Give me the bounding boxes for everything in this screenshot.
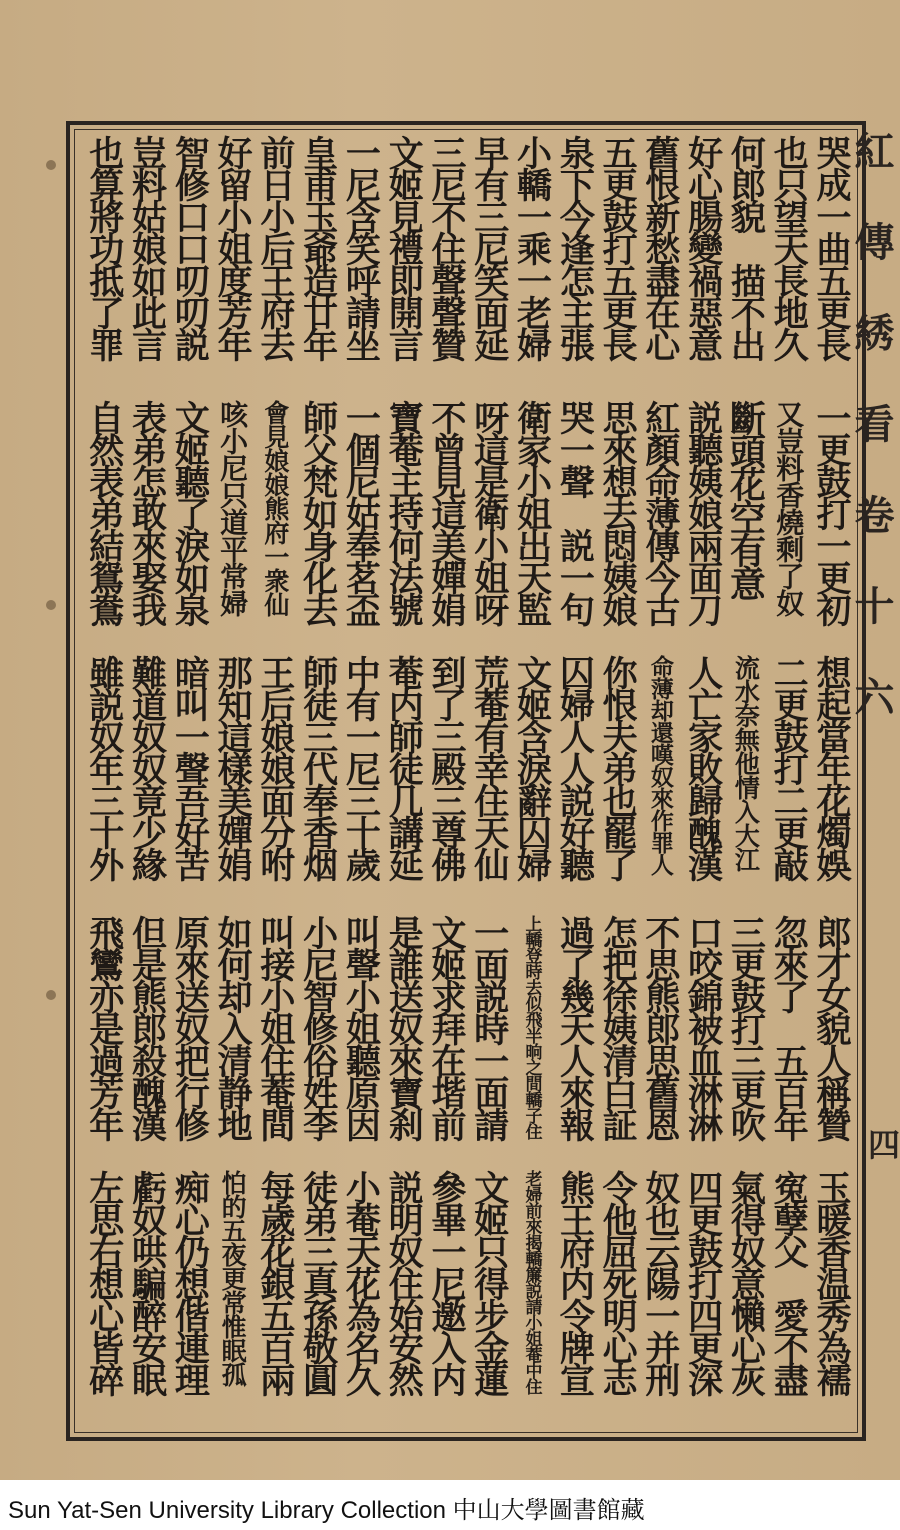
verse-column: 豈料姑娘如此言 <box>126 135 168 359</box>
verse-column: 前日小后王府去 <box>254 135 296 359</box>
verse-column: 文姬求拜在堦前 <box>425 915 467 1139</box>
verse-column: 泉下今逢怎主張 <box>554 135 596 359</box>
verse-column: 師父梵如身化去 <box>297 400 339 624</box>
verse-column: 怕的五夜更常惟眠孤 <box>218 1170 248 1386</box>
verse-column: 何郎貌 描不出 <box>725 135 767 359</box>
verse-column: 怎把徐姨清白証 <box>597 915 639 1139</box>
verse-column: 也只望天長地久 <box>768 135 810 359</box>
verse-column: 老婦前來揭轎簾説請小姐菴中住 <box>521 1170 542 1394</box>
verse-column: 又豈料香燒剩了奴 <box>772 400 806 616</box>
verse-column: 那知這樣美嬋娟 <box>212 655 254 879</box>
verse-column: 想起當年花燭娛 <box>810 655 852 879</box>
verse-column: 表弟怎敢來娶我 <box>126 400 168 624</box>
verse-column: 是誰送奴來寶刹 <box>383 915 425 1139</box>
verse-column: 人亡家敗歸醜漢 <box>682 655 724 879</box>
verse-column: 寃孽父 愛不盡 <box>768 1170 810 1394</box>
verse-column: 寶菴主持何法號 <box>383 400 425 624</box>
verse-column: 會見娘娘熊府一衆仙 <box>260 400 290 616</box>
verse-column: 菴内師徒几講延 <box>383 655 425 879</box>
verse-column: 令他屈死明心志 <box>597 1170 639 1394</box>
verse-column: 二更鼓打二更敲 <box>768 655 810 879</box>
verse-column: 參畢一尼邀入内 <box>425 1170 467 1394</box>
verse-column: 王后娘娘面分咐 <box>254 655 296 879</box>
verse-column: 中有一尼三十歲 <box>340 655 382 879</box>
verse-column: 三更鼓打三更吹 <box>725 915 767 1139</box>
verse-column: 忽來了 五百年 <box>768 915 810 1139</box>
verse-column: 文姬見禮即開言 <box>383 135 425 359</box>
verse-column: 説明奴住始安然 <box>383 1170 425 1394</box>
verse-column: 玉暖香温秀為襦 <box>810 1170 852 1394</box>
verse-column: 思來想去悶姨娘 <box>597 400 639 624</box>
verse-column: 飛鸞亦是過芳年 <box>83 915 125 1139</box>
verse-column: 奴也云陽一并刑 <box>639 1170 681 1394</box>
verse-column: 徒弟三真孫敬圓 <box>297 1170 339 1394</box>
verse-column: 哭一聲 説一句 <box>554 400 596 624</box>
binding-hole <box>46 990 56 1000</box>
verse-column: 一更鼓打一更初 <box>810 400 852 624</box>
verse-column: 舊恨新愁盡在心 <box>639 135 681 359</box>
verse-column: 衛家小姐出天監 <box>511 400 553 624</box>
verse-column: 每歲花銀五百兩 <box>254 1170 296 1394</box>
verse-column: 四更鼓打四更深 <box>682 1170 724 1394</box>
verse-column: 咳小尼只道平常婦 <box>216 400 250 616</box>
verse-column: 文姬只得步金蓮 <box>468 1170 510 1394</box>
verse-column: 氣得奴意懶心灰 <box>725 1170 767 1394</box>
verse-column: 也算將功抵了罪 <box>83 135 125 359</box>
verse-column: 好留小姐度芳年 <box>212 135 254 359</box>
verse-column: 難道奴奴竟少緣 <box>126 655 168 879</box>
verse-column: 早有三尼笑面延 <box>468 135 510 359</box>
verse-column: 三尼不住聲聲贊 <box>425 135 467 359</box>
verse-column: 如何却入清静地 <box>212 915 254 1139</box>
verse-column: 上轎登時去似飛半晌之間轎子住 <box>521 915 542 1139</box>
verse-column: 小轎一乘一老婦 <box>511 135 553 359</box>
running-head: 紅 傳 綉 看 卷 十 六 <box>848 130 895 718</box>
verse-column: 叫接小姐住菴間 <box>254 915 296 1139</box>
footer <box>0 1480 900 1530</box>
verse-column: 説聽姨娘兩面刀 <box>682 400 724 624</box>
verse-column: 文姬聽了淚如泉 <box>169 400 211 624</box>
binding-hole <box>46 160 56 170</box>
verse-column: 過了幾天人來報 <box>554 915 596 1139</box>
verse-column: 雖説奴年三十外 <box>83 655 125 879</box>
verse-column: 郎才女貌人稱贊 <box>810 915 852 1139</box>
verse-column: 小尼智修俗姓李 <box>297 915 339 1139</box>
verse-column: 智修口口叨叨説 <box>169 135 211 359</box>
verse-column: 荒菴有幸住天仙 <box>468 655 510 879</box>
verse-column: 痴心仍想偕連理 <box>169 1170 211 1394</box>
verse-column: 師徒三代奉香烟 <box>297 655 339 879</box>
verse-column: 流水奈無他情入大江 <box>731 655 761 871</box>
verse-column: 皇甫玉爺造廿年 <box>297 135 339 359</box>
footer-credit: Sun Yat-Sen University Library Collection 中山大學圖書館藏 <box>8 1497 645 1524</box>
verse-column: 口咬錦被血淋淋 <box>682 915 724 1139</box>
verse-column: 自然表弟結鴛鴦 <box>83 400 125 624</box>
verse-column: 但是熊郎殺醜漢 <box>126 915 168 1139</box>
verse-column: 好心腸變禍惡意 <box>682 135 724 359</box>
verse-column: 紅顏命薄傳今古 <box>639 400 681 624</box>
verse-column: 斷頭花空有意 <box>724 400 767 598</box>
verse-column: 五更鼓打五更長 <box>597 135 639 359</box>
verse-column: 呀這是衛小姐呀 <box>468 400 510 624</box>
verse-column: 一個尼姑奉茗盃 <box>340 400 382 624</box>
binding-hole <box>46 600 56 610</box>
verse-column: 不思熊郎思舊恩 <box>639 915 681 1139</box>
verse-column: 文姬含淚辭囚婦 <box>511 655 553 879</box>
verse-column: 囚婦人人説好聽 <box>554 655 596 879</box>
verse-column: 叫聲小姐聽原因 <box>340 915 382 1139</box>
page-number: 四 <box>868 1126 900 1164</box>
verse-column: 虧奴哄騙醉安眠 <box>126 1170 168 1394</box>
verse-column: 暗叫一聲吾好苦 <box>169 655 211 879</box>
verse-column: 原來送奴把行修 <box>169 915 211 1139</box>
verse-column: 命薄却還嘆奴來作罪人 <box>646 655 674 875</box>
verse-column: 哭成一曲五更長 <box>810 135 852 359</box>
verse-column: 一面説時一面請 <box>468 915 510 1139</box>
verse-column: 一尼含笑呼請坐 <box>340 135 382 359</box>
verse-column: 不曾見這美嬋娟 <box>425 400 467 624</box>
verse-column: 到了三殿三尊佛 <box>425 655 467 879</box>
verse-column: 你恨夫弟也罷了 <box>597 655 639 879</box>
verse-column: 小菴天花為名久 <box>340 1170 382 1394</box>
verse-column: 左思右想心皆碎 <box>83 1170 125 1394</box>
verse-column: 熊王府内令牌宣 <box>554 1170 596 1394</box>
